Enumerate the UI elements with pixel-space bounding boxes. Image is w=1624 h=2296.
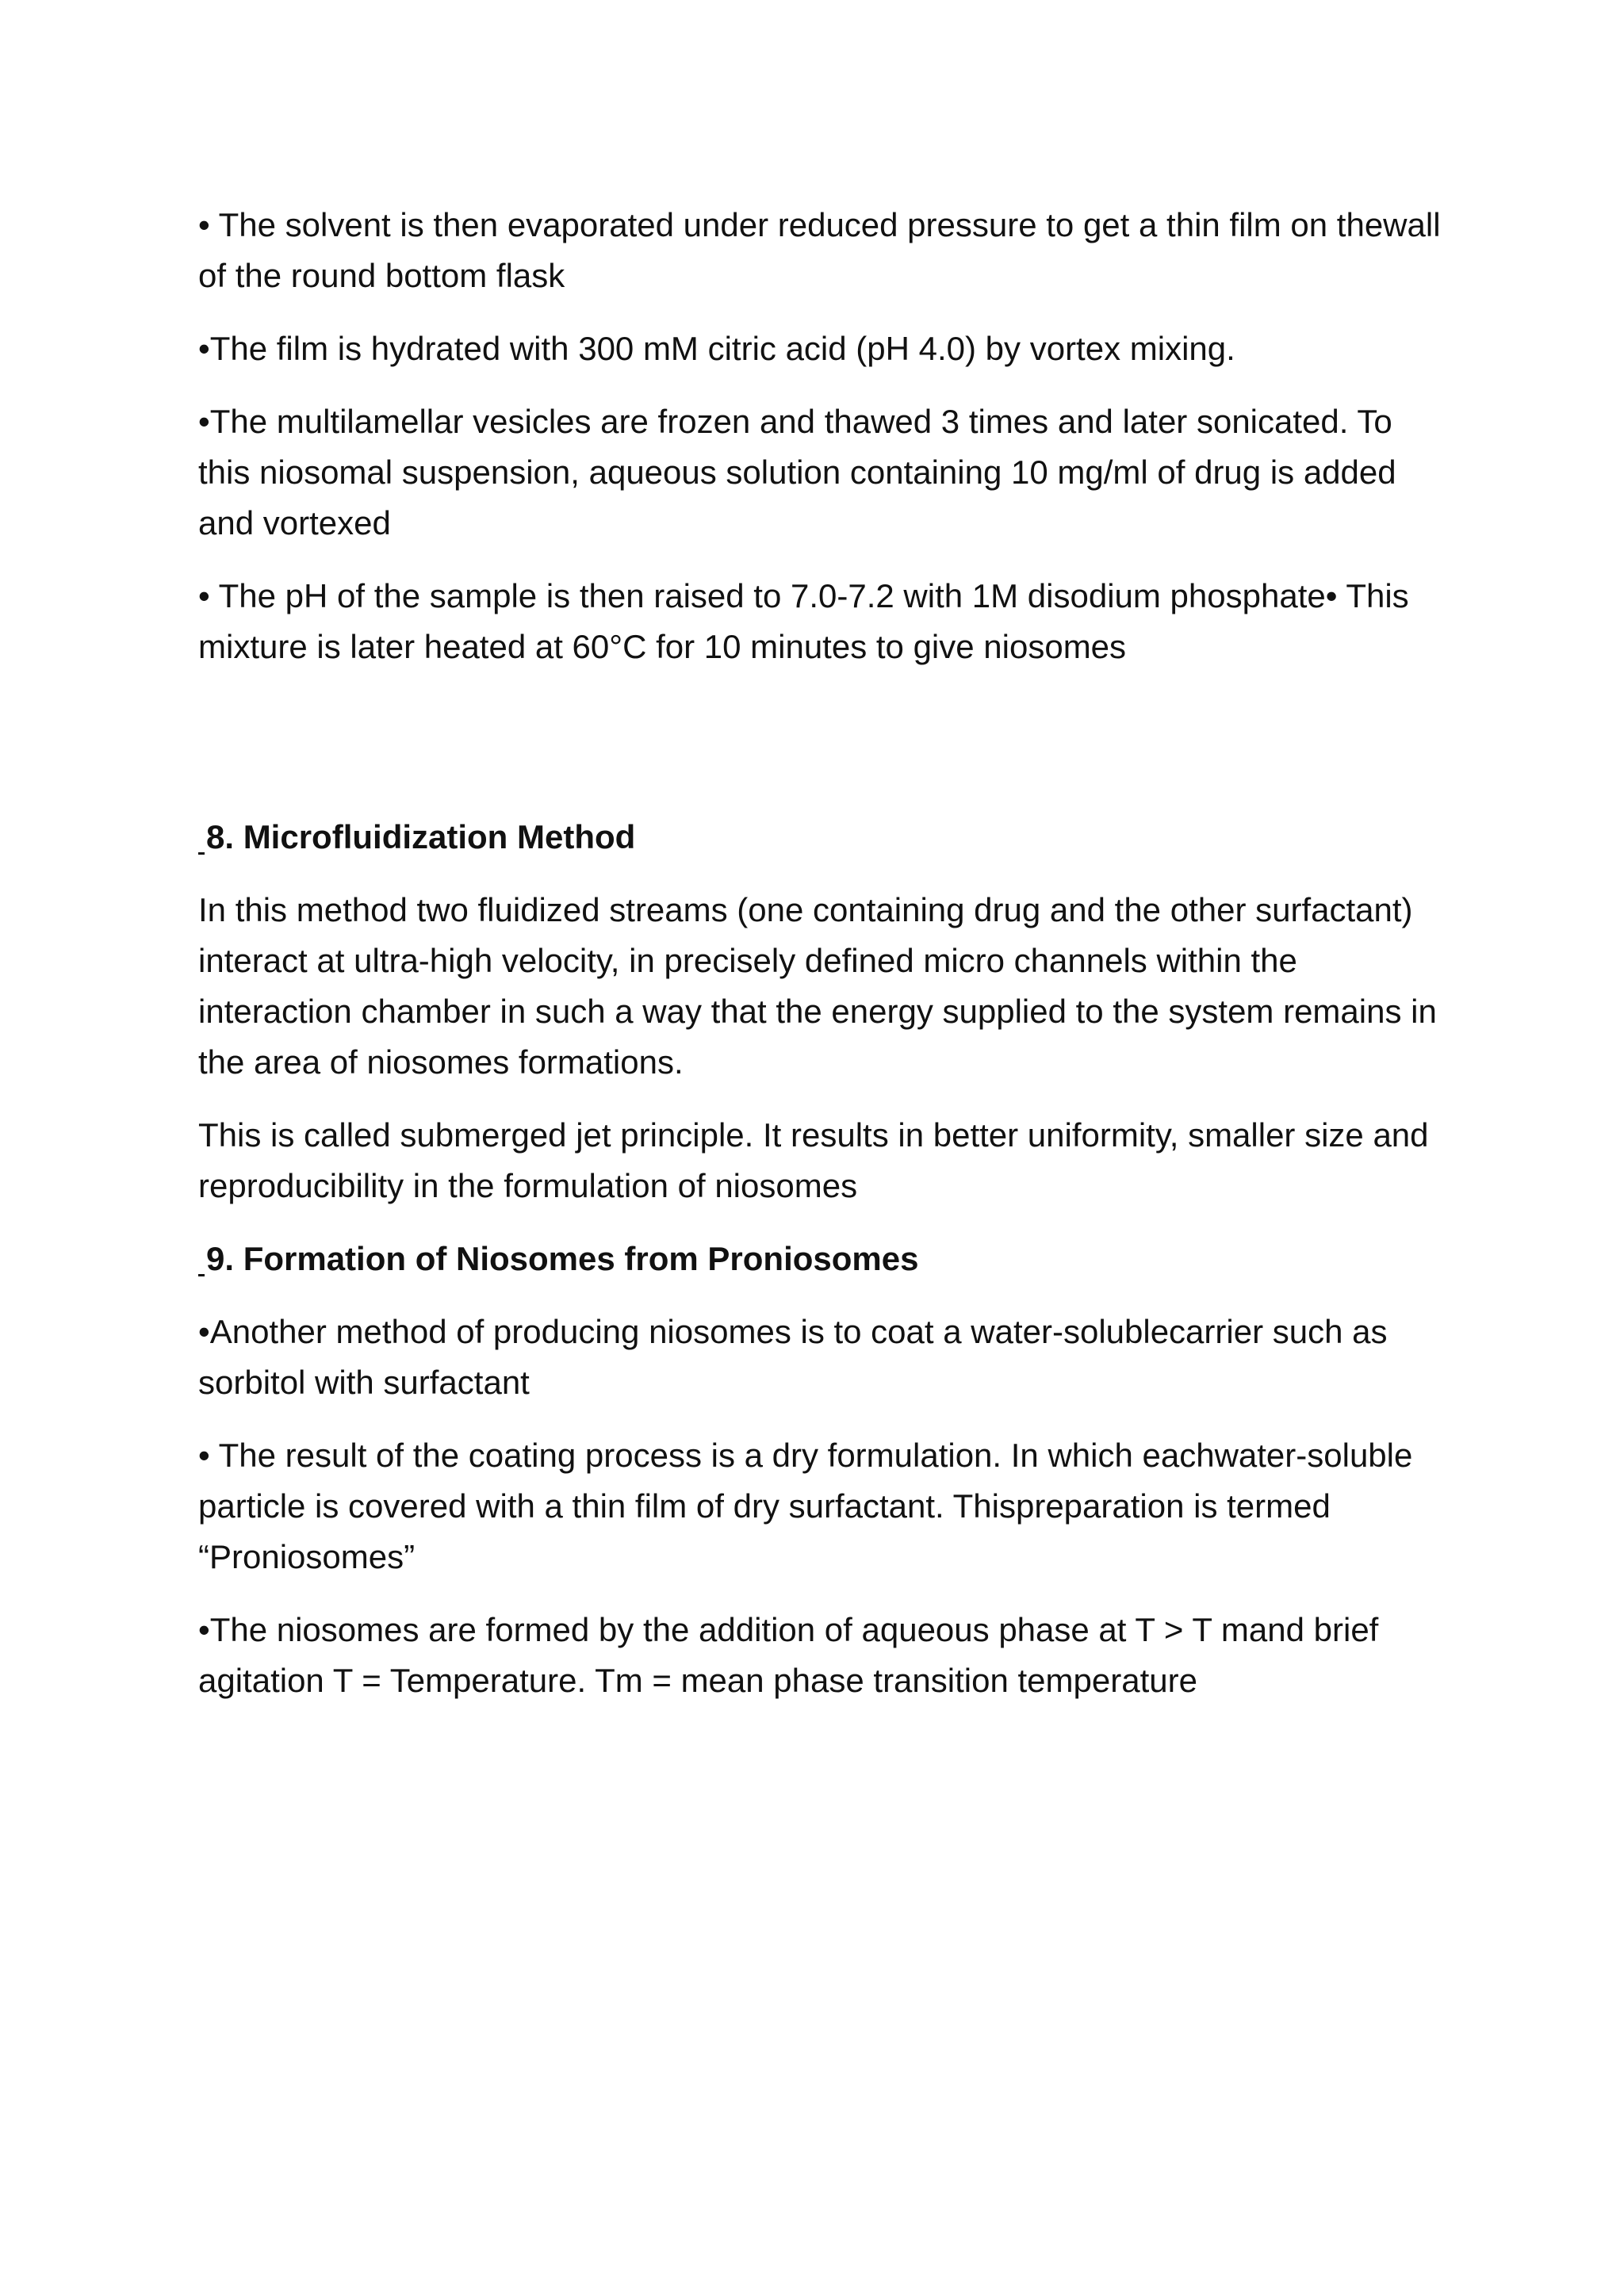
section-gap — [198, 695, 1451, 812]
section-8-paragraph-method: In this method two fluidized streams (one containing drug and the other surfactant) interact at ultra-high velocity, in precisely defined micro channels within the interaction chamber in such a way that the energy supplied to the system remains in the area of niosomes formations. — [198, 891, 1437, 1081]
section-8-heading — [198, 812, 1451, 863]
heading-underline-mark — [198, 852, 205, 855]
section-9-bullet-hydration: •The niosomes are formed by the addition of aqueous phase at T > T mand brief agitation T = Temperature. Tm = mean phase transition temperature — [198, 1611, 1379, 1699]
bullet-multilamellar-vesicles: •The multilamellar vesicles are frozen and thawed 3 times and later sonicated. To this niosomal suspension, aqueous solution containing 10 mg/ml of drug is added and vortexed — [198, 403, 1396, 541]
page-content — [198, 200, 1451, 1728]
section-9-heading-text: 9. Formation of Niosomes from Proniosomes — [206, 1240, 919, 1277]
bullet-solvent-evaporation: • The solvent is then evaporated under reduced pressure to get a thin film on thewall of the round bottom flask — [198, 206, 1441, 294]
bullet-film-hydration: •The film is hydrated with 300 mM citric acid (pH 4.0) by vortex mixing. — [198, 330, 1235, 367]
section-9-bullet-dry-formulation: • The result of the coating process is a dry formulation. In which eachwater-soluble particle is covered with a thin film of dry surfactant. Thispreparation is termed “Proniosomes” — [198, 1437, 1413, 1575]
section-9-bullet-coating: •Another method of producing niosomes is to coat a water-solublecarrier such as sorbitol with surfactant — [198, 1313, 1388, 1401]
heading-underline-mark — [198, 1274, 205, 1276]
section-8-heading-text: 8. Microfluidization Method — [206, 818, 636, 855]
bullet-ph-raised: • The pH of the sample is then raised to 7.0-7.2 with 1M disodium phosphate• This mixture is later heated at 60°C for 10 minutes to give niosomes — [198, 577, 1409, 665]
section-9-heading — [198, 1234, 1451, 1284]
section-8-paragraph-principle: This is called submerged jet principle. It results in better uniformity, smaller size and reproducibility in the formulation of niosomes — [198, 1116, 1429, 1204]
